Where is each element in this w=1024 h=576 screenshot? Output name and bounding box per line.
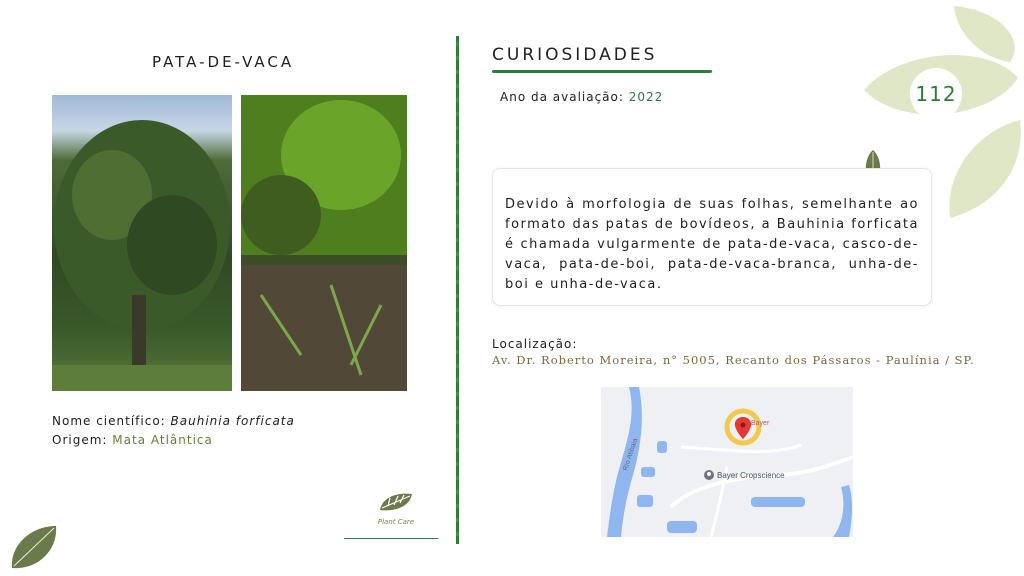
page-number: 112 xyxy=(910,68,962,120)
plant-care-logo xyxy=(368,490,424,526)
leaf-icon xyxy=(949,120,1020,218)
map-pin-label: Bayer xyxy=(751,420,770,427)
scientific-name xyxy=(52,414,295,428)
map-road-label: Rio Atibaia xyxy=(622,437,640,472)
scientific-name-value: Bauhinia forficata xyxy=(170,414,295,428)
section-title: CURIOSIDADES xyxy=(492,45,658,65)
logo-text: Plant Care xyxy=(377,518,415,526)
location-label: Localização: xyxy=(492,337,578,351)
location-map[interactable] xyxy=(601,387,853,537)
map-poi-label: Bayer Cropscience xyxy=(717,471,785,480)
evaluation-year xyxy=(500,90,663,104)
leaf-icon xyxy=(376,490,416,514)
curiosity-text: Devido à morfologia de suas folhas, semelhante ao formato das patas de bovídeos, a Bauhinia forficata é chamada vulgarmente de pata-de-vaca, casco-de-vaca, pata-de-boi, pata-de-vaca-branca, unha-de-boi e unha-de-vaca. xyxy=(505,197,919,292)
leaf-icon xyxy=(954,6,1015,62)
leaf-icon xyxy=(8,522,60,572)
species-title: PATA-DE-VACA xyxy=(152,53,295,71)
bark-photo xyxy=(241,95,407,391)
section-title-underline xyxy=(492,70,712,73)
tree-photo xyxy=(52,95,232,391)
origin-label: Origem: xyxy=(52,433,108,447)
location-address: Av. Dr. Roberto Moreira, n° 5005, Recanto dos Pássaros - Paulínia / SP. xyxy=(492,353,975,367)
evaluation-year-value: 2022 xyxy=(628,90,664,104)
logo-underline xyxy=(344,538,438,539)
column-divider xyxy=(456,36,459,544)
evaluation-year-label: Ano da avaliação: xyxy=(500,90,624,104)
curiosity-card xyxy=(492,168,932,306)
scientific-name-label: Nome científico: xyxy=(52,414,166,428)
origin-value: Mata Atlântica xyxy=(112,433,213,447)
origin xyxy=(52,433,213,447)
